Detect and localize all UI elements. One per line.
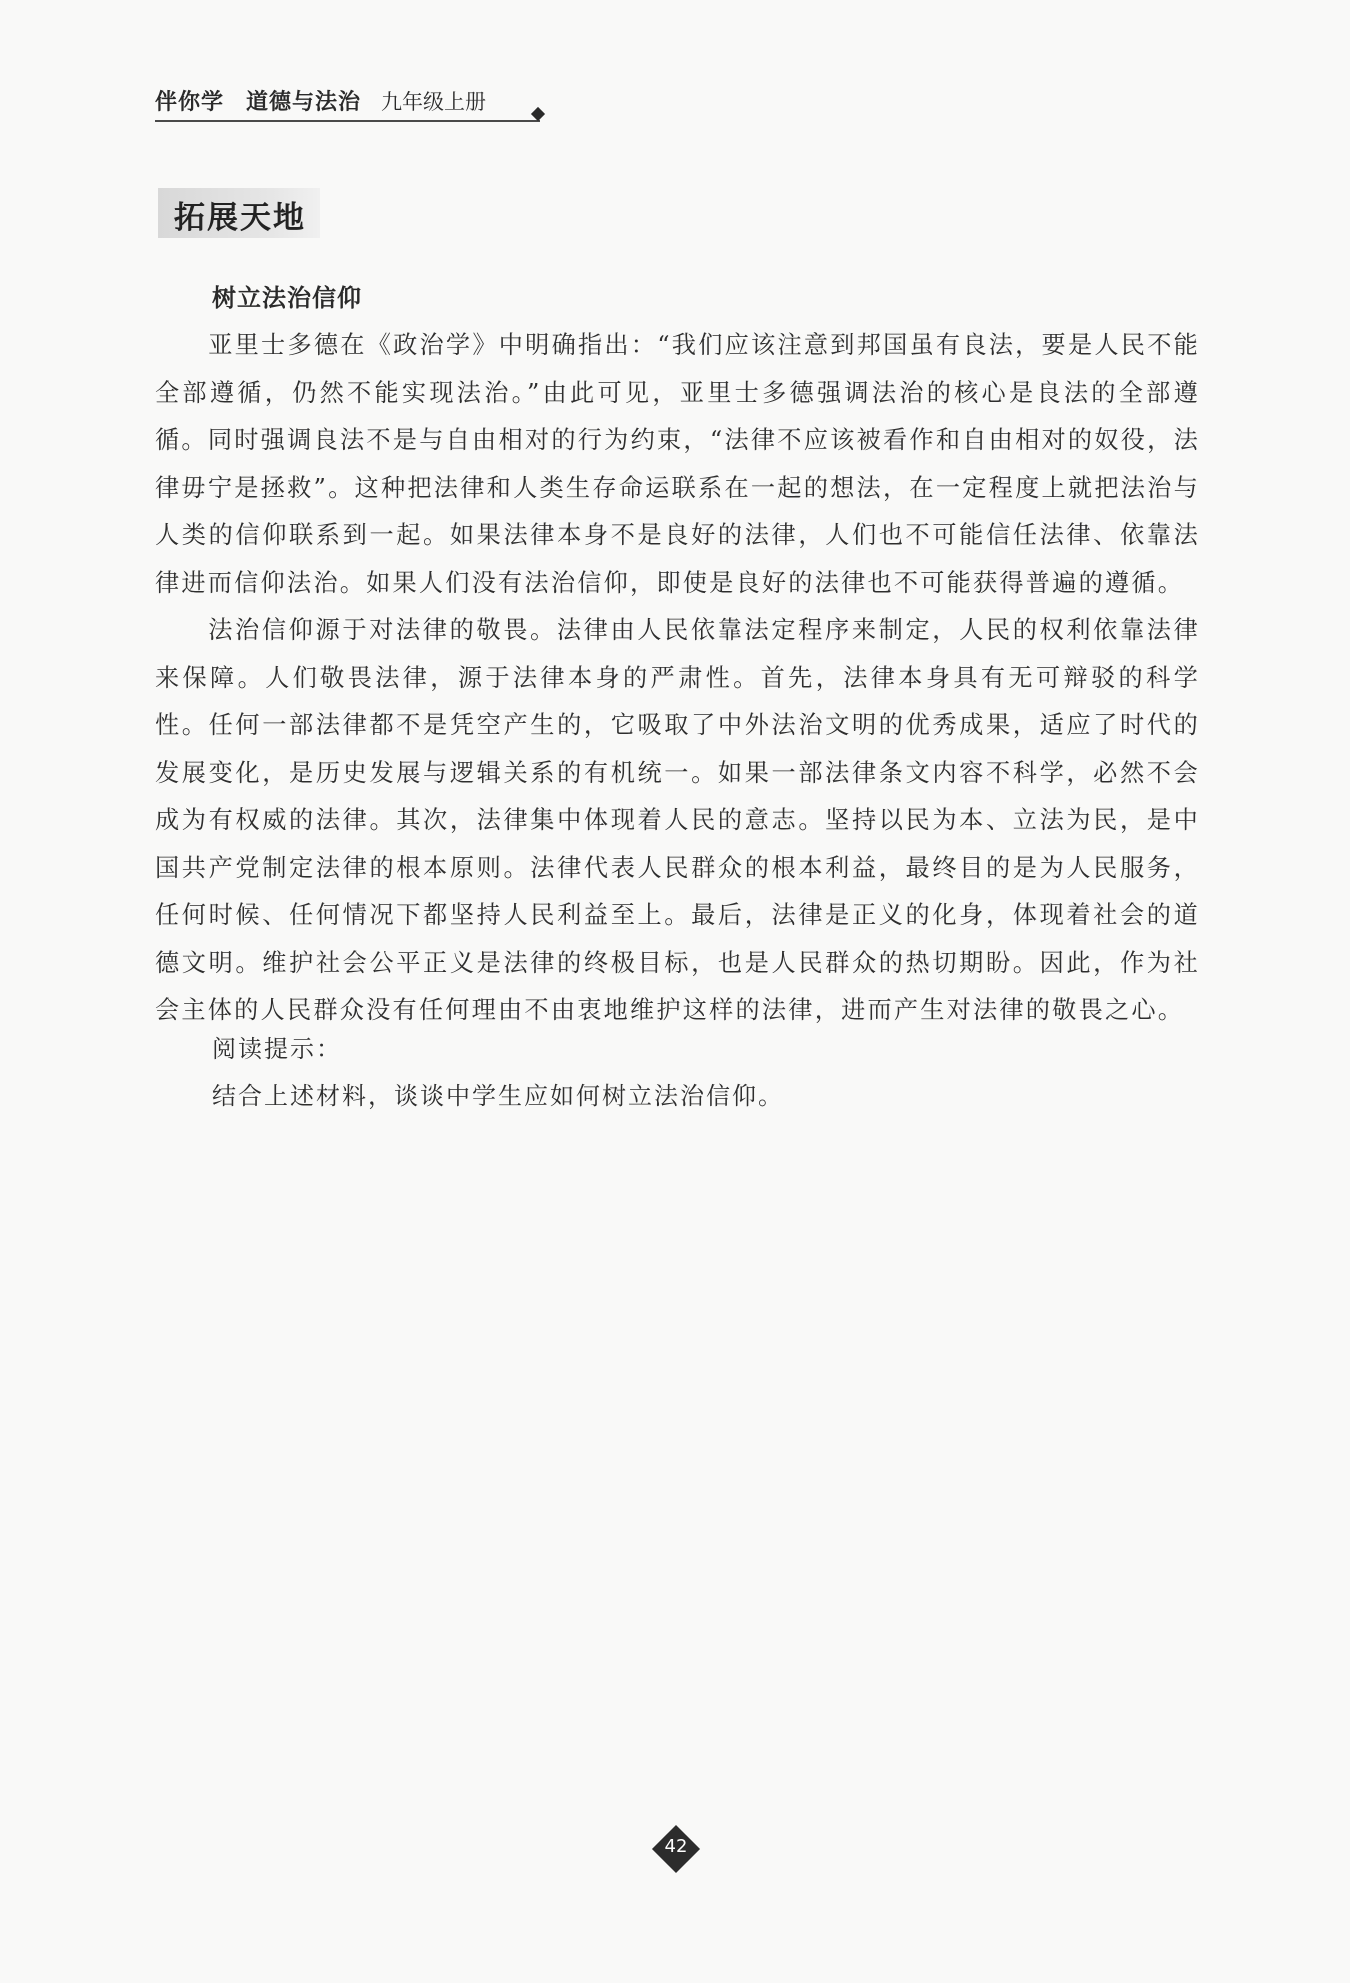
page-number-badge [653,1826,699,1872]
running-header [155,82,540,122]
section-heading [158,188,320,238]
paragraph: 法治信仰源于对法律的敬畏。法律由人民依靠法定程序来制定，人民的权利依靠法律来保障。人们敬畏法律，源于法律本身的严肃性。首先，法律本身具有无可辩驳的科学性。任何一部法律都不是凭空产生的，它吸取了中外法治文明的优秀成果，适应了时代的发展变化，是历史发展与逻辑关系的有机统一。如果一部法律条文内容不科学，必然不会成为有权威的法律。其次，法律集中体现着人民的意志。坚持以民为本、立法为民，是中国共产党制定法律的根本原则。法律代表人民群众的根本利益，最终目的是为人民服务，任何时候、任何情况下都坚持人民利益至上。最后，法律是正义的化身，体现着社会的道德文明。维护社会公平正义是法律的终极目标，也是人民群众的热切期盼。因此，作为社会主体的人民群众没有任何理由不由衷地维护这样的法律，进而产生对法律的敬畏之心。 [155,616,1200,1024]
paragraph: 亚里士多德在《政治学》中明确指出：“我们应该注意到邦国虽有良法，要是人民不能全部遵循，仍然不能实现法治。”由此可见，亚里士多德强调法治的核心是良法的全部遵循。同时强调良法不是与自由相对的行为约束，“法律不应该被看作和自由相对的奴役，法律毋宁是拯救”。这种把法律和人类生存命运联系在一起的想法，在一定程度上就把法治与人类的信仰联系到一起。如果法律本身不是良好的法律，人们也不可能信任法律、依靠法律进而信仰法治。如果人们没有法治信仰，即使是良好的法律也不可能获得普遍的遵循。 [155,331,1200,597]
page-number: 42 [664,1836,688,1857]
reading-tip-label: 阅读提示： [212,1035,342,1063]
header-subject: 道德与法治 [246,90,362,115]
header-book-title: 伴你学 [155,90,225,115]
header-grade: 九年级上册 [381,90,487,114]
reading-tip-question: 结合上述材料，谈谈中学生应如何树立法治信仰。 [212,1082,784,1110]
article-body [155,322,1200,1035]
section-heading-label: 拓展天地 [174,200,306,236]
article-title: 树立法治信仰 [212,284,362,312]
